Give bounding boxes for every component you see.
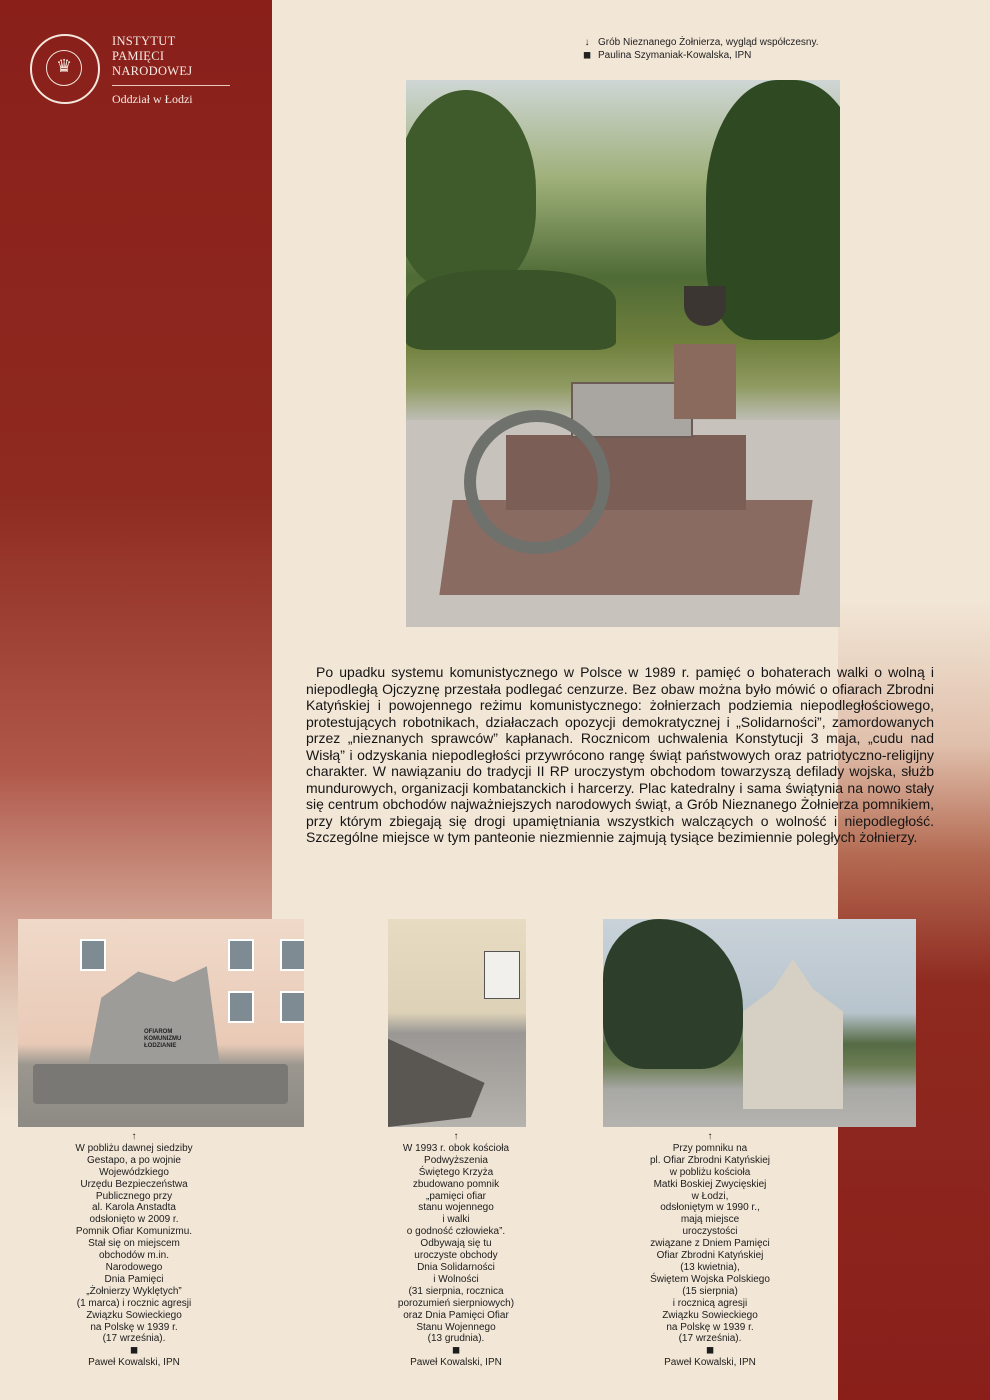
camera-icon: ◼: [129, 1345, 139, 1357]
photo-credit: Paweł Kowalski, IPN: [664, 1357, 756, 1369]
arrow-up-icon: ↑: [131, 1131, 137, 1142]
camera-icon: ◼: [582, 50, 592, 61]
martial-law-monument-photo: [388, 919, 526, 1127]
photo-credit: Paweł Kowalski, IPN: [88, 1357, 180, 1369]
caption-katyn-square: ↑ Przy pomniku na pl. Ofiar Zbrodni Katyńskiej w pobliżu kościoła Matki Boskiej Zwycięskiej w Łodzi, odsłoniętym w 1990 r., mają miejsce uroczystości związane z Dniem Pamięci Ofiar Zbrodni Katyńskiej (13 kwietnia), Świętem Wojska Polskiego (15 sierpnia) i rocznicą agresji Związku Sowieckiego na Polskę w 1939 r. (17 września). ◼ Paweł Kowalski, IPN: [620, 1131, 800, 1369]
photo-credit: Paweł Kowalski, IPN: [410, 1357, 502, 1369]
victims-of-communism-monument-photo: [18, 919, 304, 1127]
branch-name: Oddział w Łodzi: [112, 92, 193, 106]
caption-martial-law: ↑ W 1993 r. obok kościoła Podwyższenia Świętego Krzyża zbudowano pomnik „pamięci ofiar stanu wojennego i walki o godność człowieka”. Odbywają się tu uroczyste obchody Dnia Solidarności i Wolności (31 sierpnia, rocznica porozumień sierpniowych) oraz Dnia Pamięci Ofiar Stanu Wojennego (13 grudnia). ◼ Paweł Kowalski, IPN: [366, 1131, 546, 1369]
monument-plaque-text: OFIAROM KOMUNIZMU ŁODZIANIE: [144, 1029, 182, 1049]
camera-icon: ◼: [705, 1345, 715, 1357]
arrow-up-icon: ↑: [453, 1131, 459, 1142]
ipn-eagle-seal-icon: ♛: [30, 34, 100, 104]
ipn-logo: [30, 34, 230, 107]
arrow-down-icon: ↓: [584, 37, 590, 48]
main-article-text: Po upadku systemu komunistycznego w Polsce w 1989 r. pamięć o bohaterach walki o wolną i niepodległą Ojczyznę przestała podlegać cenzurze. Bez obaw można było mówić o ofiarach Zbrodni Katyńskiej i powojennego reżimu komunistycznego: żołnierzach podziemia niepodległościowego, protestujących robotnikach, działaczach opozycji demokratycznej i „Solidarności”, zamordowanych przez „nieznanych sprawców” kapłanach. Rocznicom uchwalenia Konstytucji 3 maja, „cudu nad Wisłą” i odzyskania niepodległości przywrócono rangę świąt państwowych oraz patriotyczno-religijny charakter. W nawiązaniu do tradycji II RP uroczystym obchodom towarzyszą defilady wojska, służb mundurowych, organizacji kombatanckich i harcerzy. Plac katedralny i sama świątynia na nowo stały się centrum obchodów najważniejszych narodowych świąt, a Grób Nieznanego Żołnierza pomnikiem, przy którym zbiegają się drogi upamiętniania wszystkich walczących o wolność i niepodległość. Szczególne miejsce w tym panteonie niezmiennie zajmują tysiące bezimiennie poległych żołnierzy.: [306, 664, 934, 845]
camera-icon: ◼: [451, 1345, 461, 1357]
caption-victims-of-communism: ↑ W pobliżu dawnej siedziby Gestapo, a po wojnie Wojewódzkiego Urzędu Bezpieczeństwa Publicznego przy al. Karola Anstadta odsłonięto w 2009 r. Pomnik Ofiar Komunizmu. Stał się on miejscem obchodów m.in. Narodowego Dnia Pamięci „Żołnierzy Wyklętych” (1 marca) i rocznic agresji Związku Sowieckiego na Polskę w 1939 r. (17 września). ◼ Paweł Kowalski, IPN: [44, 1131, 224, 1369]
tomb-unknown-soldier-photo: [406, 80, 840, 627]
institution-name: INSTYTUT PAMIĘCI NARODOWEJ: [112, 34, 230, 86]
katyn-square-monument-photo: [603, 919, 916, 1127]
arrow-up-icon: ↑: [707, 1131, 713, 1142]
main-photo-caption: ↓ Grób Nieznanego Żołnierza, wygląd współczesny. ◼ Paulina Szymaniak-Kowalska, IPN: [582, 37, 819, 61]
